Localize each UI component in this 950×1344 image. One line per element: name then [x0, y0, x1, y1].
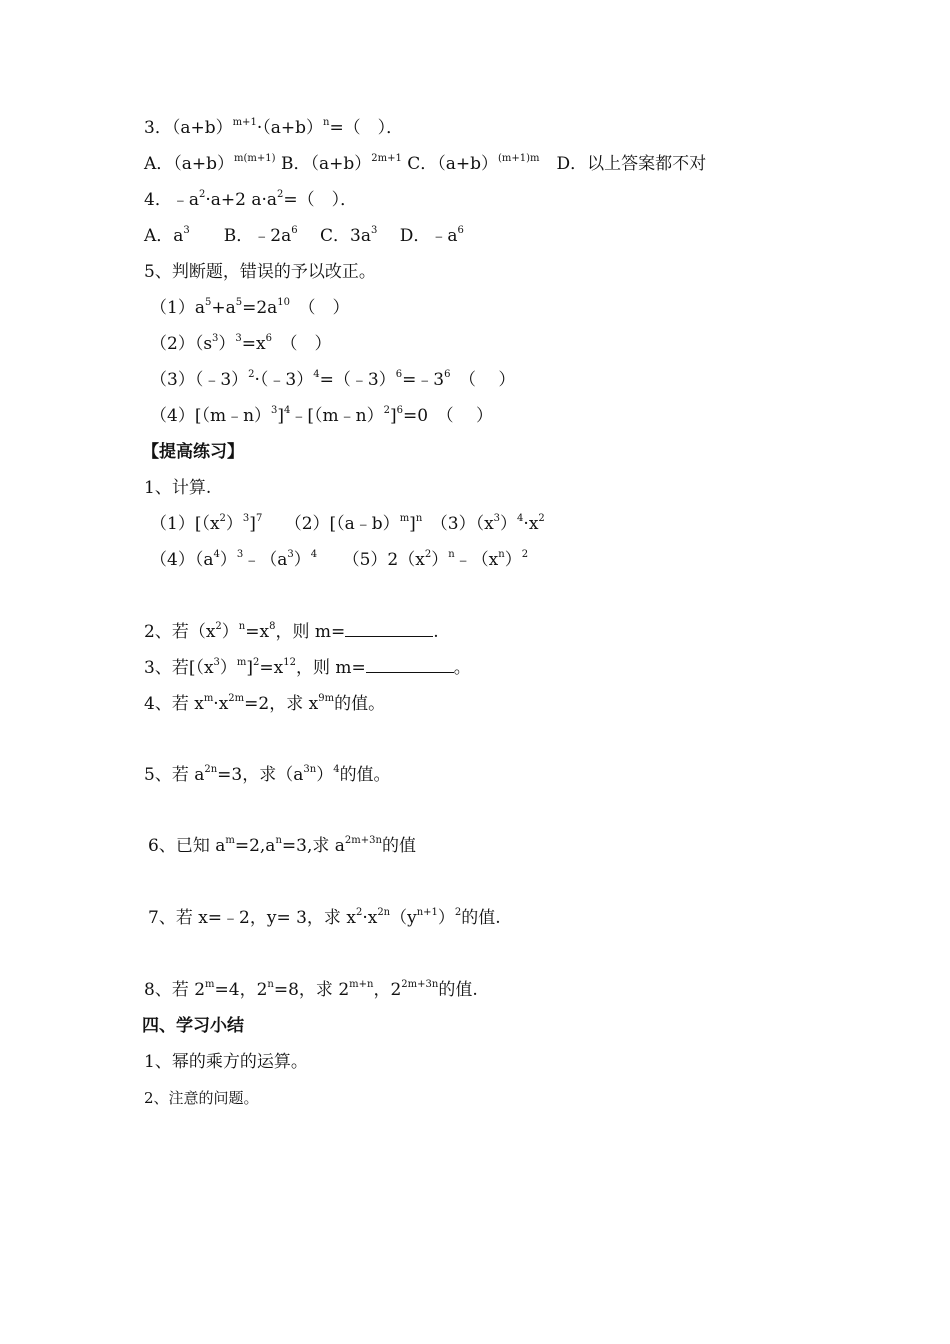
superscript: 3n	[303, 764, 317, 775]
superscript: 2m+3n	[401, 979, 439, 990]
text-run: ）	[500, 514, 518, 534]
text-run: ﹣[（m﹣n）	[290, 406, 384, 426]
superscript: 6	[396, 405, 404, 416]
superscript: 2	[424, 549, 432, 560]
text-run: 6、已知 a	[148, 836, 226, 856]
superscript: 3	[183, 225, 190, 236]
text-run: D．以上答案都不对	[539, 154, 707, 174]
superscript: 2	[454, 907, 462, 918]
superscript: n	[275, 835, 282, 846]
superscript: 5	[235, 297, 243, 308]
text-run: ）	[218, 334, 236, 354]
superscript: 2	[277, 189, 284, 200]
line-problem-7	[148, 907, 501, 929]
line-fill-2	[144, 621, 439, 643]
superscript: m+1	[232, 117, 257, 128]
line-q3-stem	[144, 117, 403, 139]
text-run: =x	[241, 334, 266, 354]
line-fill-3	[144, 657, 471, 679]
text-run: ）	[316, 765, 334, 785]
text-run: ）	[225, 514, 243, 534]
line-q4-stem	[144, 189, 357, 211]
superscript: 6	[444, 369, 451, 380]
superscript: m	[203, 693, 214, 704]
text-run: （5）2（x	[317, 550, 425, 570]
superscript: 9m	[318, 693, 335, 704]
line-calc-row1	[150, 513, 545, 535]
line-problem-8	[144, 979, 478, 1001]
text-run: ，则 m=	[296, 658, 366, 678]
text-run: C．3a	[297, 226, 371, 246]
text-run: ]	[409, 514, 416, 534]
text-run: ·（﹣3）	[254, 370, 314, 390]
text-run: （4）（a	[150, 550, 214, 570]
text-run: （ ）	[290, 298, 350, 318]
superscript: n	[415, 513, 423, 524]
text-run: 7、若 x=﹣2，y= 3，求 x	[148, 908, 356, 928]
superscript: 2	[521, 549, 529, 560]
text-run: =0 （ ）	[403, 406, 493, 426]
superscript: n	[238, 621, 246, 632]
text-run: 的值。	[339, 765, 391, 785]
text-run: ·x	[362, 908, 378, 928]
text-run: =3，求（a	[217, 765, 304, 785]
superscript: n+1	[416, 907, 438, 918]
superscript: 4	[517, 513, 524, 524]
superscript: 2	[383, 405, 390, 416]
text-run: （2）（s	[150, 334, 213, 354]
text-run: ·（a+b）	[256, 118, 323, 138]
text-run: 1、计算.	[144, 478, 212, 498]
superscript: n	[498, 549, 505, 560]
superscript: 3	[371, 225, 378, 236]
text-run: =2，求 x	[244, 694, 319, 714]
text-run: =8，求 2	[273, 980, 350, 1000]
text-run: ]	[390, 406, 397, 426]
superscript: 6	[291, 225, 298, 236]
superscript: 2m+1	[371, 153, 402, 164]
text-run: 的值.	[438, 980, 478, 1000]
line-calc-heading	[144, 477, 211, 499]
text-run: ﹣（x	[454, 550, 499, 570]
text-run: A．a	[144, 226, 184, 246]
text-run: ）	[219, 658, 237, 678]
superscript: 4	[213, 549, 220, 560]
superscript: m	[205, 979, 215, 990]
text-run: =3,求 a	[281, 836, 345, 856]
text-run: ﹣（a	[243, 550, 288, 570]
line-summary-2	[144, 1087, 259, 1109]
answer-blank	[345, 622, 433, 637]
text-run: B．﹣2a	[189, 226, 292, 246]
superscript: 3	[271, 405, 278, 416]
text-run: 的值。	[334, 694, 386, 714]
section-heading-advanced	[142, 441, 244, 463]
text-run: ）	[437, 908, 455, 928]
superscript: 2n	[377, 907, 391, 918]
line-summary-1	[144, 1051, 308, 1073]
line-calc-row2	[150, 549, 528, 571]
superscript: m	[225, 835, 235, 846]
superscript: n	[322, 117, 330, 128]
superscript: 4	[313, 369, 320, 380]
text-run: （y	[390, 908, 417, 928]
superscript: 4	[284, 405, 291, 416]
text-run: ]	[246, 658, 254, 678]
text-run: B．（a+b）	[275, 154, 372, 174]
line-problem-6	[148, 835, 416, 857]
superscript: 3	[213, 657, 220, 668]
text-run: =x	[245, 622, 270, 642]
superscript: 3	[212, 333, 219, 344]
text-run: 。	[453, 658, 471, 678]
text-run: 四、学习小结	[142, 1016, 244, 1036]
text-run: ，2	[373, 980, 402, 1000]
text-run: ·a+2 a·a	[205, 190, 278, 210]
superscript: 6	[265, 333, 273, 344]
text-run: ）	[219, 550, 237, 570]
text-run: 的值	[381, 836, 416, 856]
text-run: ]	[277, 406, 285, 426]
text-run: （4）[（m﹣n）	[150, 406, 272, 426]
text-run: =﹣3	[402, 370, 445, 390]
superscript: 2	[215, 621, 222, 632]
superscript: 2	[198, 189, 206, 200]
superscript: m(m+1)	[234, 153, 276, 164]
superscript: 3	[235, 333, 242, 344]
line-q3-options	[144, 153, 706, 175]
line-q5-item1	[150, 297, 350, 319]
superscript: 6	[457, 225, 464, 236]
superscript: 2	[248, 369, 255, 380]
line-q5-item2	[150, 333, 332, 355]
line-q5-heading	[144, 261, 376, 283]
superscript: 6	[395, 369, 403, 380]
text-run: （ ）	[272, 334, 332, 354]
text-run: 【提高练习】	[142, 442, 244, 462]
superscript: 10	[277, 297, 291, 308]
superscript: 12	[283, 657, 296, 668]
text-run: =（ ）．	[283, 190, 358, 210]
text-run: 5、若 a	[144, 765, 205, 785]
superscript: 2m	[228, 693, 245, 704]
text-run: 8、若 2	[144, 980, 206, 1000]
superscript: 3	[242, 513, 250, 524]
superscript: 4	[333, 764, 340, 775]
superscript: 2m+3n	[344, 835, 382, 846]
superscript: 4	[310, 549, 318, 560]
text-run: 1、幂的乘方的运算。	[144, 1052, 308, 1072]
text-run: ）	[221, 622, 239, 642]
text-run: D．﹣a	[377, 226, 458, 246]
text-run: =2,a	[234, 836, 276, 856]
text-run: 4．﹣a	[144, 190, 199, 210]
section-heading-summary	[142, 1015, 244, 1037]
superscript: m	[399, 513, 410, 524]
superscript: 7	[255, 513, 263, 524]
text-run: （2）[（a﹣b）	[262, 514, 400, 534]
text-run: ·x	[523, 514, 539, 534]
text-run: C．（a+b）	[401, 154, 499, 174]
line-q5-item4	[150, 405, 493, 427]
superscript: (m+1)m	[498, 153, 540, 164]
text-run: =2a	[242, 298, 278, 318]
superscript: 2n	[204, 764, 218, 775]
superscript: 5	[204, 297, 212, 308]
text-run: （3）（x	[422, 514, 494, 534]
text-run: 4、若 x	[144, 694, 204, 714]
superscript: n	[448, 549, 455, 560]
superscript: 2	[219, 513, 226, 524]
superscript: m+n	[349, 979, 374, 990]
text-run: =（ ）．	[329, 118, 404, 138]
text-run: 3、若[（x	[144, 658, 214, 678]
text-run: （ ）	[450, 370, 516, 390]
superscript: 8	[269, 621, 276, 632]
line-problem-5	[144, 764, 391, 786]
text-run: 3．（a+b）	[144, 118, 233, 138]
text-run: =x	[259, 658, 284, 678]
superscript: m	[236, 657, 247, 668]
text-run: =（﹣3）	[319, 370, 396, 390]
text-run: .	[433, 622, 439, 642]
superscript: 2	[355, 907, 363, 918]
superscript: 3	[236, 549, 244, 560]
text-run: =4，2	[214, 980, 268, 1000]
superscript: 3	[287, 549, 294, 560]
text-run: ·x	[213, 694, 229, 714]
text-run: ，则 m=	[275, 622, 346, 642]
superscript: 2	[538, 513, 545, 524]
text-run: 的值.	[461, 908, 501, 928]
text-run: ]	[249, 514, 256, 534]
text-run: +a	[211, 298, 236, 318]
text-run: ）	[504, 550, 522, 570]
text-run: 2、若（x	[144, 622, 216, 642]
text-run: 2、注意的问题。	[144, 1089, 259, 1107]
text-run: （1）a	[150, 298, 205, 318]
text-run: ）	[431, 550, 449, 570]
superscript: 2	[253, 657, 260, 668]
text-run: （1）[（x	[150, 514, 220, 534]
superscript: n	[267, 979, 274, 990]
text-run: ）	[293, 550, 311, 570]
superscript: 3	[493, 513, 501, 524]
line-q4-options	[144, 225, 464, 247]
line-problem-4	[144, 693, 385, 715]
text-run: （3）（﹣3）	[150, 370, 249, 390]
text-run: 5、判断题，错误的予以改正。	[144, 262, 376, 282]
answer-blank	[366, 658, 454, 673]
text-run: A．（a+b）	[144, 154, 235, 174]
line-q5-item3	[150, 369, 515, 391]
